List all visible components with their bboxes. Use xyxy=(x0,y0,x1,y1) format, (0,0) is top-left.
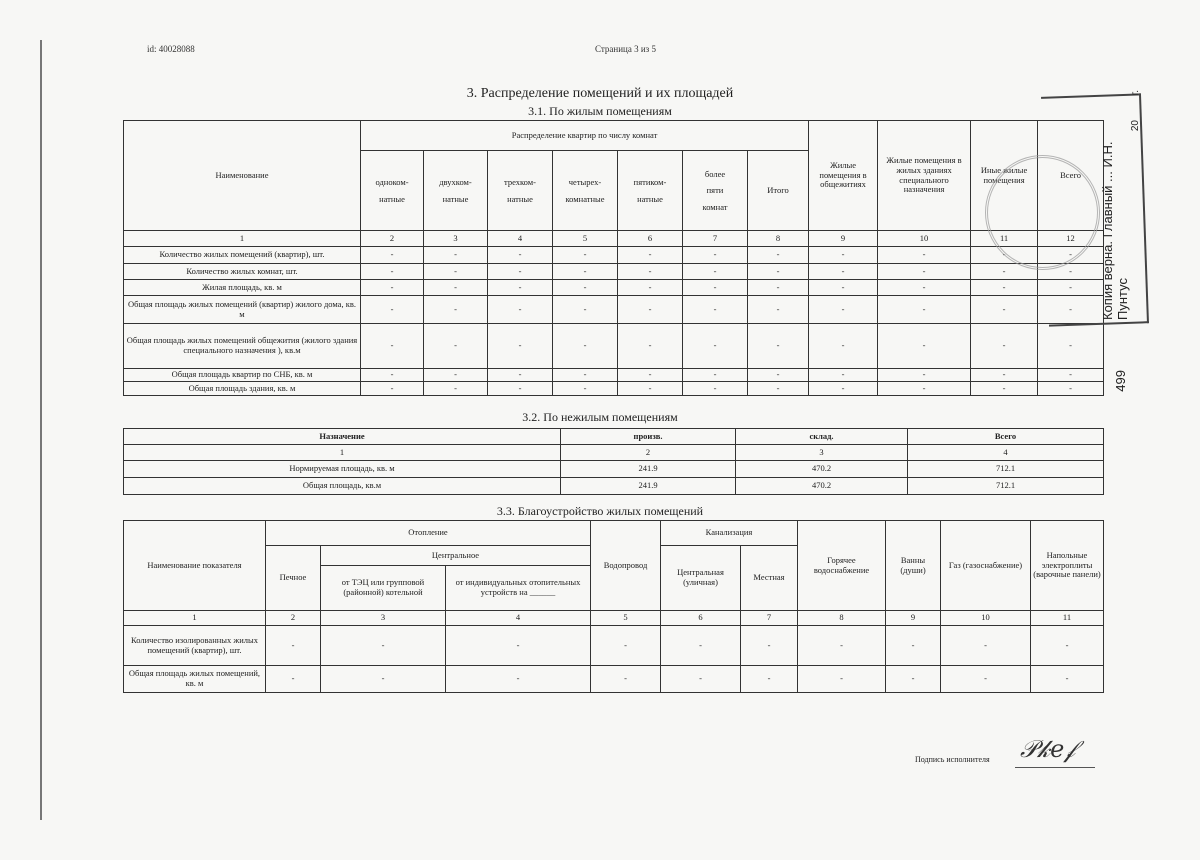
cell-value: - xyxy=(809,324,878,369)
col-number: 3 xyxy=(321,611,446,626)
cell-value: - xyxy=(971,280,1038,296)
cell-value: - xyxy=(809,247,878,264)
col-head-gas: Газ (газоснабжение) xyxy=(941,521,1031,611)
document-id: id: 40028088 xyxy=(147,44,195,54)
cell-value: - xyxy=(971,247,1038,264)
cell-value: - xyxy=(1038,324,1104,369)
col-number: 11 xyxy=(1031,611,1104,626)
cell-value: - xyxy=(683,247,748,264)
col-head: произв. xyxy=(561,429,736,445)
cell-value: - xyxy=(1038,247,1104,264)
col-head-name: Наименование показателя xyxy=(124,521,266,611)
signature-line xyxy=(1015,767,1095,768)
subsection-title-3-3: 3.3. Благоустройство жилых помещений xyxy=(496,504,704,518)
cell-value: - xyxy=(361,369,424,382)
col-number: 3 xyxy=(424,231,488,247)
col-number: 6 xyxy=(618,231,683,247)
cell-value: - xyxy=(361,264,424,280)
col-number: 8 xyxy=(798,611,886,626)
row-label: Общая площадь жилых помещений общежития (жилого здания специального назначения ), кв.м xyxy=(124,324,361,369)
cell-value: - xyxy=(488,280,553,296)
cell-value: - xyxy=(941,666,1031,693)
cell-value: - xyxy=(618,264,683,280)
cell-value: - xyxy=(618,247,683,264)
cell-value: - xyxy=(1038,382,1104,396)
cell-value: - xyxy=(618,382,683,396)
col-head: Всего xyxy=(908,429,1104,445)
table-row xyxy=(124,478,1104,495)
table-row xyxy=(124,369,1104,382)
page-number: 499 xyxy=(1113,370,1128,392)
col-head-rooms: двухком- натные xyxy=(424,151,488,231)
cell-value: 241.9 xyxy=(561,461,736,478)
cell-value: - xyxy=(886,666,941,693)
row-label: Количество изолированных жилых помещений (квартир), шт. xyxy=(124,626,266,666)
residential-table xyxy=(123,120,1104,396)
cell-value: - xyxy=(1038,264,1104,280)
cell-value: - xyxy=(683,296,748,324)
col-head-rooms: пятиком- натные xyxy=(618,151,683,231)
cell-value: - xyxy=(424,296,488,324)
cell-value: - xyxy=(424,247,488,264)
cell-value: - xyxy=(321,626,446,666)
cell-value: - xyxy=(488,264,553,280)
cell-value: - xyxy=(488,324,553,369)
scan-margin-line xyxy=(40,40,46,820)
row-label: Общая площадь квартир по СНБ, кв. м xyxy=(124,369,361,382)
col-number: 1 xyxy=(124,231,361,247)
col-head-stoves: Напольные электроплиты (варочные панели) xyxy=(1031,521,1104,611)
cell-value: - xyxy=(488,382,553,396)
cell-value: - xyxy=(741,666,798,693)
cell-value: - xyxy=(809,382,878,396)
cell-value: - xyxy=(748,280,809,296)
cell-value: - xyxy=(878,369,971,382)
cell-value: - xyxy=(971,369,1038,382)
table-row xyxy=(124,296,1104,324)
row-label: Общая площадь, кв.м xyxy=(124,478,561,495)
col-head-sewer-central: Центральная (уличная) xyxy=(661,546,741,611)
col-head-hot-water: Горячее водоснабжение xyxy=(798,521,886,611)
cell-value: - xyxy=(553,280,618,296)
cell-value: - xyxy=(878,280,971,296)
cell-value: - xyxy=(683,324,748,369)
cell-value: - xyxy=(809,369,878,382)
col-number: 11 xyxy=(971,231,1038,247)
cell-value: - xyxy=(748,296,809,324)
col-number: 9 xyxy=(886,611,941,626)
cell-value: - xyxy=(809,280,878,296)
cell-value: - xyxy=(361,296,424,324)
col-number: 3 xyxy=(736,445,908,461)
col-head-tec: от ТЭЦ или групповой (районной) котельной xyxy=(321,566,446,611)
cell-value: 712.1 xyxy=(908,478,1104,495)
cell-value: - xyxy=(1038,296,1104,324)
cell-value: - xyxy=(488,296,553,324)
cell-value: - xyxy=(878,296,971,324)
cell-value: - xyxy=(971,382,1038,396)
cell-value: 470.2 xyxy=(736,461,908,478)
row-label: Количество жилых комнат, шт. xyxy=(124,264,361,280)
cell-value: - xyxy=(361,324,424,369)
table-row xyxy=(124,247,1104,264)
cell-value: - xyxy=(1031,666,1104,693)
stamp-year: 20 xyxy=(1130,120,1141,132)
cell-value: - xyxy=(809,264,878,280)
col-head-rooms: Итого xyxy=(748,151,809,231)
cell-value: - xyxy=(488,369,553,382)
col-number: 8 xyxy=(748,231,809,247)
cell-value: - xyxy=(424,264,488,280)
stamp-suffix: г. xyxy=(1130,90,1141,96)
cell-value: - xyxy=(683,382,748,396)
cell-value: - xyxy=(591,666,661,693)
row-label: Общая площадь здания, кв. м xyxy=(124,382,361,396)
cell-value: - xyxy=(553,296,618,324)
col-head: Жилые помещения в жилых зданиях специального назначения xyxy=(878,121,971,231)
cell-value: - xyxy=(591,626,661,666)
cell-value: 712.1 xyxy=(908,461,1104,478)
col-head: Назначение xyxy=(124,429,561,445)
cell-value: - xyxy=(266,626,321,666)
cell-value: - xyxy=(321,666,446,693)
col-number: 9 xyxy=(809,231,878,247)
certification-text: Копия верна. Главный ... И.Н. Пунтус xyxy=(1100,141,1130,320)
cell-value: - xyxy=(878,324,971,369)
col-number: 1 xyxy=(124,611,266,626)
col-number: 10 xyxy=(878,231,971,247)
cell-value: - xyxy=(446,666,591,693)
table-row xyxy=(124,280,1104,296)
page-indicator: Страница 3 из 5 xyxy=(595,44,656,54)
col-number: 12 xyxy=(1038,231,1104,247)
col-head-group: Распределение квартир по числу комнат xyxy=(361,121,809,151)
col-head-water: Водопровод xyxy=(591,521,661,611)
col-head-rooms: одноком- натные xyxy=(361,151,424,231)
cell-value: - xyxy=(553,324,618,369)
cell-value: - xyxy=(1038,280,1104,296)
col-head-rooms: трехком- натные xyxy=(488,151,553,231)
col-head-indiv: от индивидуальных отопительных устройств на ______ xyxy=(446,566,591,611)
cell-value: - xyxy=(361,280,424,296)
col-head-rooms: четырех- комнатные xyxy=(553,151,618,231)
cell-value: - xyxy=(488,247,553,264)
col-number: 4 xyxy=(908,445,1104,461)
col-number: 7 xyxy=(741,611,798,626)
cell-value: - xyxy=(618,324,683,369)
table-row xyxy=(124,264,1104,280)
col-head-central: Центральное xyxy=(321,546,591,566)
amenities-table xyxy=(123,520,1104,693)
cell-value: - xyxy=(618,296,683,324)
cell-value: - xyxy=(809,296,878,324)
col-head-rooms: более пяти комнат xyxy=(683,151,748,231)
cell-value: - xyxy=(361,247,424,264)
row-label: Жилая площадь, кв. м xyxy=(124,280,361,296)
cell-value: - xyxy=(1031,626,1104,666)
cell-value: - xyxy=(424,369,488,382)
cell-value: 470.2 xyxy=(736,478,908,495)
cell-value: - xyxy=(886,626,941,666)
cell-value: - xyxy=(683,369,748,382)
cell-value: - xyxy=(266,666,321,693)
row-label: Общая площадь жилых помещений, кв. м xyxy=(124,666,266,693)
col-number: 2 xyxy=(561,445,736,461)
cell-value: - xyxy=(798,666,886,693)
table-row xyxy=(124,461,1104,478)
col-number: 4 xyxy=(488,231,553,247)
cell-value: - xyxy=(798,626,886,666)
nonresidential-table xyxy=(123,428,1104,495)
cell-value: - xyxy=(424,324,488,369)
cell-value: - xyxy=(878,264,971,280)
cell-value: - xyxy=(424,280,488,296)
col-number: 4 xyxy=(446,611,591,626)
col-number: 1 xyxy=(124,445,561,461)
cell-value: - xyxy=(971,296,1038,324)
col-head-sewer: Канализация xyxy=(661,521,798,546)
cell-value: - xyxy=(683,280,748,296)
cell-value: - xyxy=(1038,369,1104,382)
cell-value: - xyxy=(941,626,1031,666)
cell-value: - xyxy=(661,626,741,666)
cell-value: - xyxy=(618,280,683,296)
col-number: 5 xyxy=(553,231,618,247)
table-row xyxy=(124,324,1104,369)
cell-value: - xyxy=(971,324,1038,369)
signature-label: Подпись исполнителя xyxy=(915,755,990,764)
table-row xyxy=(124,626,1104,666)
cell-value: - xyxy=(553,247,618,264)
col-head-sewer-local: Местная xyxy=(741,546,798,611)
cell-value: - xyxy=(878,247,971,264)
cell-value: 241.9 xyxy=(561,478,736,495)
cell-value: - xyxy=(748,324,809,369)
col-head-stove: Печное xyxy=(266,546,321,611)
table-row xyxy=(124,666,1104,693)
col-number: 7 xyxy=(683,231,748,247)
col-head-heating: Отопление xyxy=(266,521,591,546)
cell-value: - xyxy=(878,382,971,396)
cell-value: - xyxy=(361,382,424,396)
row-label: Количество жилых помещений (квартир), шт. xyxy=(124,247,361,264)
col-number: 10 xyxy=(941,611,1031,626)
cell-value: - xyxy=(741,626,798,666)
col-head: Жилые помещения в общежитиях xyxy=(809,121,878,231)
row-label: Общая площадь жилых помещений (квартир) жилого дома, кв. м xyxy=(124,296,361,324)
cell-value: - xyxy=(661,666,741,693)
cell-value: - xyxy=(748,382,809,396)
cell-value: - xyxy=(553,369,618,382)
col-head: Иные жилые помещения xyxy=(971,121,1038,231)
col-head-name: Наименование xyxy=(124,121,361,231)
subsection-title-3-1: 3.1. По жилым помещениям xyxy=(528,104,672,118)
col-number: 2 xyxy=(361,231,424,247)
cell-value: - xyxy=(971,264,1038,280)
cell-value: - xyxy=(683,264,748,280)
cell-value: - xyxy=(618,369,683,382)
col-head: Всего xyxy=(1038,121,1104,231)
col-head-baths: Ванны (души) xyxy=(886,521,941,611)
col-head: склад. xyxy=(736,429,908,445)
cell-value: - xyxy=(446,626,591,666)
cell-value: - xyxy=(553,264,618,280)
col-number: 2 xyxy=(266,611,321,626)
cell-value: - xyxy=(553,382,618,396)
cell-value: - xyxy=(424,382,488,396)
table-row xyxy=(124,382,1104,396)
col-number: 6 xyxy=(661,611,741,626)
cell-value: - xyxy=(748,264,809,280)
signature-image: 𝒫𝓀𝑒𝒻 xyxy=(1020,735,1076,763)
cell-value: - xyxy=(748,369,809,382)
col-number: 5 xyxy=(591,611,661,626)
subsection-title-3-2: 3.2. По нежилым помещениям xyxy=(522,410,678,424)
cell-value: - xyxy=(748,247,809,264)
row-label: Нормируемая площадь, кв. м xyxy=(124,461,561,478)
section-title: 3. Распределение помещений и их площадей xyxy=(466,86,734,101)
